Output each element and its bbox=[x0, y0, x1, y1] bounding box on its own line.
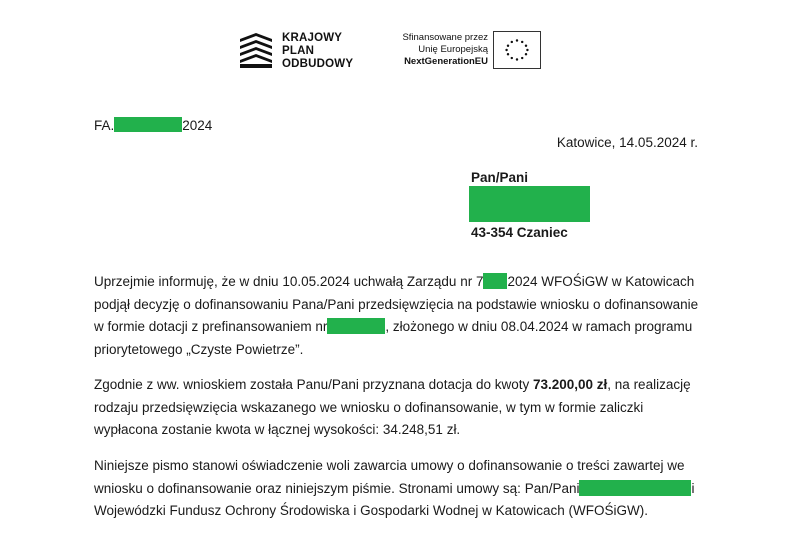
eu-line-2: Unię Europejską bbox=[418, 44, 488, 55]
p2-line-1b: , na realizację bbox=[607, 377, 691, 392]
eu-funding-text bbox=[380, 32, 488, 68]
paragraph-grant bbox=[94, 374, 698, 442]
p2-line-1 bbox=[94, 374, 698, 397]
reference-prefix: FA. bbox=[94, 118, 115, 133]
p1-line-3b: , złożonego w dniu 08.04.2024 w ramach programu bbox=[385, 319, 693, 334]
redaction-box bbox=[327, 318, 385, 334]
p2-line-1a: Zgodnie z ww. wnioskiem została Panu/Pani przyznana dotacja do kwoty bbox=[94, 377, 533, 392]
eu-line-1: Sfinansowane przez bbox=[402, 32, 488, 43]
redaction-box bbox=[114, 117, 182, 132]
p3-line-2 bbox=[94, 478, 698, 501]
p3-line-1: Niniejsze pismo stanowi oświadczenie woli zawarcia umowy o dofinansowanie o treści zawartej we bbox=[94, 458, 685, 473]
paragraph-agreement bbox=[94, 455, 698, 523]
p2-line-2: rodzaju przedsięwzięcia wskazanego we wniosku o dofinansowanie, w tym w formie zaliczki bbox=[94, 399, 644, 415]
p1-line-1a: Uprzejmie informuję, że w dniu 10.05.2024 uchwałą Zarządu nr 7 bbox=[94, 274, 484, 289]
p1-line-1b: 2024 WFOŚiGW w Katowicach bbox=[507, 274, 695, 289]
p1-line-1 bbox=[94, 271, 698, 294]
recipient-postal-city: 43-354 Czaniec bbox=[471, 225, 568, 240]
p1-line-3a: w formie dotacji z prefinansowaniem nr bbox=[94, 319, 328, 334]
kpo-line-1: KRAJOWY bbox=[282, 31, 343, 44]
p3-line-3: Wojewódzki Fundusz Ochrony Środowiska i Gospodarki Wodnej w Katowicach (WFOŚiGW). bbox=[94, 503, 648, 518]
eu-flag-icon bbox=[493, 31, 541, 69]
kpo-logo-icon bbox=[238, 31, 274, 71]
reference-number bbox=[94, 117, 212, 134]
recipient-redaction bbox=[469, 186, 590, 222]
kpo-line-2: PLAN bbox=[282, 44, 315, 57]
eu-line-3: NextGenerationEU bbox=[404, 56, 488, 67]
p1-line-3 bbox=[94, 316, 698, 339]
p1-line-2: podjął decyzję o dofinansowaniu Pana/Pani przedsięwzięcia na podstawie wniosku o dofinansowanie bbox=[94, 296, 699, 312]
kpo-logo-text bbox=[282, 32, 353, 71]
reference-suffix: 2024 bbox=[182, 118, 213, 133]
grant-amount: 73.200,00 zł bbox=[532, 377, 608, 392]
kpo-line-3: ODBUDOWY bbox=[282, 57, 354, 70]
p2-line-3: wypłacona zostanie kwota w łącznej wysokości: 34.248,51 zł. bbox=[94, 422, 461, 437]
paragraph-decision bbox=[94, 271, 698, 361]
p3-line-2a: wniosku o dofinansowanie oraz niniejszym piśmie. Stronami umowy są: Pan/Pani bbox=[94, 480, 580, 496]
p3-line-2b: i bbox=[691, 480, 695, 496]
recipient-salutation: Pan/Pani bbox=[471, 170, 529, 185]
redaction-box bbox=[579, 480, 691, 496]
kpo-logo bbox=[238, 31, 353, 71]
redaction-box bbox=[483, 273, 507, 289]
p1-line-4: priorytetowego „Czyste Powietrze”. bbox=[94, 341, 304, 357]
date-line: Katowice, 14.05.2024 r. bbox=[556, 135, 698, 150]
